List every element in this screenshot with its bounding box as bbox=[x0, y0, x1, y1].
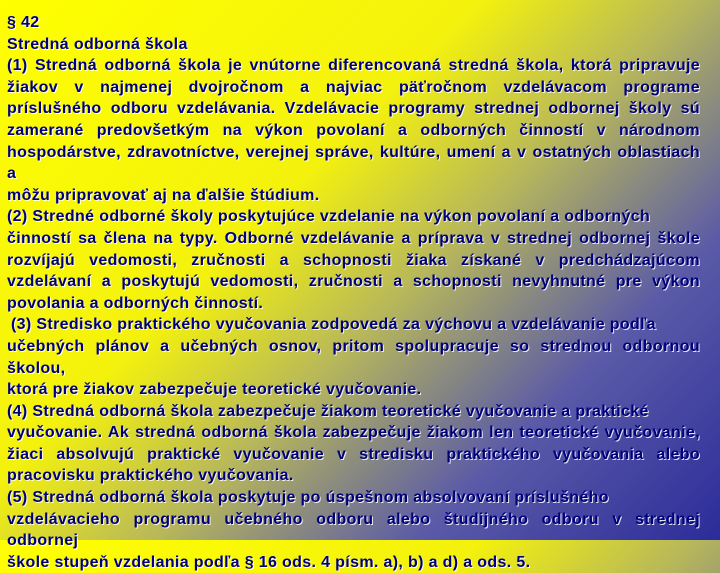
paragraph-5 bbox=[7, 487, 700, 573]
section-title: Stredná odborná škola bbox=[7, 35, 188, 53]
paragraph-1 bbox=[7, 55, 700, 206]
paragraph-line: žiaci absolvujú praktické vyučovanie v stredisku praktického vyučovania alebo bbox=[7, 445, 700, 463]
paragraph-line: (3) Stredisko praktického vyučovania zodpovedá za výchovu a vzdelávanie podľa bbox=[11, 316, 656, 334]
paragraph-3 bbox=[7, 314, 700, 400]
paragraph-line: škole stupeň vzdelania podľa § 16 ods. 4 písm. a), b) a d) a ods. 5. bbox=[7, 553, 531, 571]
paragraph-line: zamerané predovšetkým na výkon povolaní a odborných činností v národnom bbox=[7, 121, 700, 139]
paragraph-line: žiakov v najmenej dvojročnom a najviac päťročnom vzdelávacom programe bbox=[7, 78, 700, 96]
paragraph-line: rozvíjajú vedomosti, zručnosti a schopnosti žiaka získané v predchádzajúcom bbox=[7, 251, 700, 269]
paragraph-line: môžu pripravovať aj na ďalšie štúdium. bbox=[7, 186, 320, 204]
paragraph-line: činností sa člena na typy. Odborné vzdelávanie a príprava v strednej odbornej škole bbox=[7, 229, 700, 247]
paragraph-line: (5) Stredná odborná škola poskytuje po úspešnom absolvovaní príslušného bbox=[7, 489, 609, 507]
paragraph-line: pracovisku praktického vyučovania. bbox=[7, 467, 294, 485]
paragraph-line: hospodárstve, zdravotníctve, verejnej správe, kultúre, umení a v ostatných oblastiach a bbox=[7, 143, 700, 183]
paragraph-line: povolania a odborných činností. bbox=[7, 294, 264, 312]
paragraph-line: vzdelávaní a poskytujú vedomosti, zručnosti a schopnosti nevyhnutné pre výkon bbox=[7, 273, 700, 291]
section-number: § 42 bbox=[7, 14, 40, 31]
paragraph-line: vzdelávacieho programu učebného odboru alebo študijného odboru v strednej odbornej bbox=[7, 510, 700, 550]
paragraph-line: (4) Stredná odborná škola zabezpečuje žiakom teoretické vyučovanie a praktické bbox=[7, 402, 649, 420]
paragraph-line: príslušného odboru vzdelávania. Vzdelávacie programy strednej odbornej školy sú bbox=[7, 100, 700, 118]
paragraph-line: (1) Stredná odborná škola je vnútorne diferencovaná stredná škola, ktorá pripravuje bbox=[7, 57, 700, 75]
paragraph-line: (2) Stredné odborné školy poskytujúce vzdelanie na výkon povolaní a odborných bbox=[7, 208, 651, 226]
paragraph-2 bbox=[7, 206, 700, 314]
paragraph-line: ktorá pre žiakov zabezpečuje teoretické vyučovanie. bbox=[7, 381, 422, 399]
paragraph-4 bbox=[7, 401, 700, 487]
document-body bbox=[7, 12, 700, 573]
paragraph-line: učebných plánov a učebných osnov, pritom spolupracuje so strednou odbornou školou, bbox=[7, 337, 700, 377]
paragraph-line: vyučovanie. Ak stredná odborná škola zabezpečuje žiakom len teoretické vyučovanie, bbox=[7, 424, 700, 442]
